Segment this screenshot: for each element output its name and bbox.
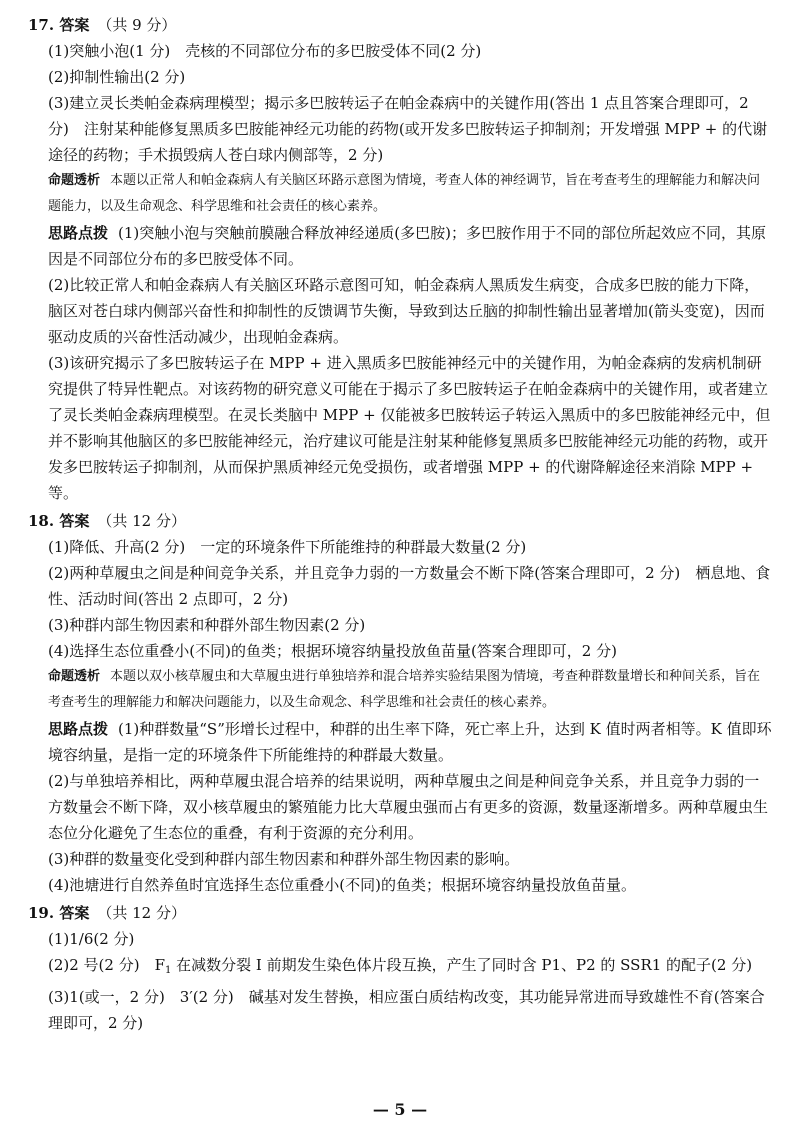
q18-analysis — [28, 664, 772, 716]
q17-analysis-label: 命题透析 — [48, 173, 101, 188]
q19-answer-2 — [28, 952, 772, 984]
q19-header — [28, 900, 772, 926]
q19-answer-2-pre: (2)2 号(2 分) F — [48, 956, 165, 974]
q17-tips-1 — [28, 220, 772, 272]
q18-title: 18. 答案 — [28, 512, 90, 530]
q17-points: （共 9 分） — [97, 16, 177, 34]
q17-analysis-text: 本题以正常人和帕金森病人有关脑区环路示意图为情境，考查人体的神经调节，旨在考查考生的理解能力和解决问题能力，以及生命观念、科学思维和社会责任的核心素养。 — [48, 173, 761, 214]
q17-answer-2: (2)抑制性输出(2 分) — [48, 68, 186, 86]
q19-answer-3: (3)1(或一，2 分) 3′(2 分) 碱基对发生替换，相应蛋白质结构改变，其功能异常进而导致雄性不育(答案合理即可，2 分) — [48, 988, 765, 1032]
q18-analysis-label: 命题透析 — [48, 669, 101, 684]
q18-tips-label: 思路点拨 — [48, 720, 109, 738]
q18-header — [28, 508, 772, 534]
q19-answer-2-subscript: 1 — [164, 965, 172, 976]
page-number: — 5 — — [372, 1100, 428, 1119]
q17-title: 17. 答案 — [28, 16, 90, 34]
q18-points: （共 12 分） — [97, 512, 186, 530]
q17-tips-1-text: (1)突触小泡与突触前膜融合释放神经递质(多巴胺)；多巴胺作用于不同的部位所起效应不同，其原因是不同部位分布的多巴胺受体不同。 — [48, 224, 766, 268]
q18-answer-3: (3)种群内部生物因素和种群外部生物因素(2 分) — [48, 616, 366, 634]
q17-header — [28, 12, 772, 38]
q19-points: （共 12 分） — [97, 904, 186, 922]
q18-answer-2: (2)两种草履虫之间是种间竞争关系，并且竞争力弱的一方数量会不断下降(答案合理即可，2 分) 栖息地、食性、活动时间(答出 2 点即可，2 分) — [48, 564, 771, 608]
q18-analysis-text: 本题以双小核草履虫和大草履虫进行单独培养和混合培养实验结果图为情境，考查种群数量增长和种间关系，旨在考查考生的理解能力和解决问题能力，以及生命观念、科学思维和社会责任的核心素养。 — [48, 669, 761, 710]
q18-answer-1: (1)降低、升高(2 分) 一定的环境条件下所能维持的种群最大数量(2 分) — [48, 538, 527, 556]
q18-tips-1 — [28, 716, 772, 768]
q18-tips-1-text: (1)种群数量“S”形增长过程中，种群的出生率下降，死亡率上升，达到 K 值时两者相等。K 值即环境容纳量，是指一定的环境条件下所能维持的种群最大数量。 — [48, 720, 772, 764]
q18-tips-3: (3)种群的数量变化受到种群内部生物因素和种群外部生物因素的影响。 — [48, 850, 520, 868]
q17-tips-3: (3)该研究揭示了多巴胺转运子在 MPP + 进入黑质多巴胺能神经元中的关键作用，为帕金森病的发病机制研究提供了特异性靶点。对该药物的研究意义可能在于揭示了多巴胺转运子在帕金森病中的关键作用，或者建立了灵长类帕金森病理模型。在灵长类脑中 MPP + 仅能被多巴胺转运子转运入黑质中的多巴胺能神经元中，但并不影响其他脑区的多巴胺能神经元，治疗建议可能是注射某种能修复黑质多巴胺能神经元功能的药物，或开发多巴胺转运子抑制剂，从而保护黑质神经元免受损伤，或者增强 MPP + 的代谢降解途径来消除 MPP + 等。 — [48, 354, 771, 502]
q18-answer-4: (4)选择生态位重叠小(不同)的鱼类；根据环境容纳量投放鱼苗量(答案合理即可，2 分) — [48, 642, 617, 660]
q18-tips-4: (4)池塘进行自然养鱼时宜选择生态位重叠小(不同)的鱼类；根据环境容纳量投放鱼苗量。 — [48, 876, 636, 894]
q17-analysis — [28, 168, 772, 220]
q19-answer-1: (1)1/6(2 分) — [48, 930, 135, 948]
q17-tips-label: 思路点拨 — [48, 224, 109, 242]
q17-tips-2: (2)比较正常人和帕金森病人有关脑区环路示意图可知，帕金森病人黑质发生病变，合成多巴胺的能力下降，脑区对苍白球内侧部兴奋性和抑制性的反馈调节失衡，导致到达丘脑的抑制性输出显著增加(箭头变宽)，因而驱动皮质的兴奋性活动减少，出现帕金森病。 — [48, 276, 765, 346]
q17-answer-1: (1)突触小泡(1 分) 壳核的不同部位分布的多巴胺受体不同(2 分) — [48, 42, 482, 60]
q18-tips-2: (2)与单独培养相比，两种草履虫混合培养的结果说明，两种草履虫之间是种间竞争关系，并且竞争力弱的一方数量会不断下降，双小核草履虫的繁殖能力比大草履虫强而占有更多的资源，数量逐渐增多。两种草履虫生态位分化避免了生态位的重叠，有利于资源的充分利用。 — [48, 772, 769, 842]
q17-answer-3: (3)建立灵长类帕金森病理模型；揭示多巴胺转运子在帕金森病中的关键作用(答出 1 点且答案合理即可，2 分) 注射某种能修复黑质多巴胺能神经元功能的药物(或开发多巴胺转运子抑制剂；开发增强 MPP + 的代谢途径的药物；手术损毁病人苍白球内侧部等，2 分) — [48, 94, 768, 164]
q19-title: 19. 答案 — [28, 904, 90, 922]
q19-answer-2-post: 在减数分裂 Ⅰ 前期发生染色体片段互换，产生了同时含 P1、P2 的 SSR1 的配子(2 分) — [171, 956, 753, 974]
